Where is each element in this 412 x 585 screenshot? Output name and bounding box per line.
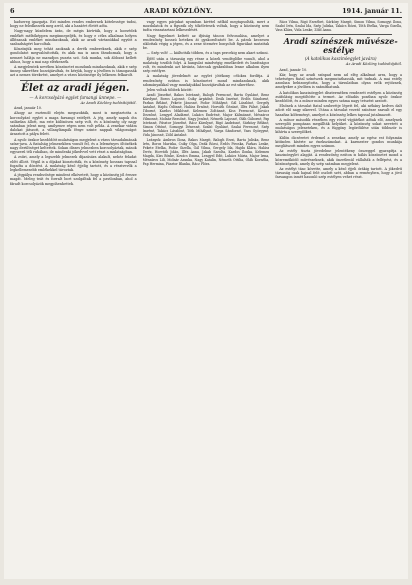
paragraph: A megjelentek nevében köszönetet mondunk mindazoknak, akik e szép ünnep sikeréhez hozzájárultak, és kérjük, hogy a jövőben is támogassák azt a nemes törekvést, amelyet a város közönsége ily lelkesen felkarolt. [10,65,137,78]
attendee-list: Leányok: Ambrus Ilona, Bakos Margit, Balogh Erzsi, Barta Juliska, Bene Irén, Boros Mariska, Csiky Olga, Deák Rózsi, Erdős Piroska, Farkas Lenke, Fekete Etelka, Fodor Gizella, Gál Vilma, Gergely Ida, Hajdu Klára, Halász Teréz, Horváth Jolán, Illés Anna, Jakab Sarolta, Kardos Ilonka, Kelemen Magda, Kiss Böske, Kovács Emma, Lengyel Edit, Lukács Mária, Major Irma, Mészáros Lili, Molnár Aranka, Nagy Katalin, Németh Ottilia, Oláh Kornélia, Pap Hermina, Pásztor Blanka, Rácz Flóra. [142,138,270,167]
paragraph: Köszönjük meg tehát azoknak a derék embereknek, akik e szép gondolatot megvalósították, és akik ma is azon fáradoznak, hogy a nemzet hálája ne maradjon puszta szó. Sok munka, sok áldozat kellett ahhoz, hogy a mai nap elérkezzék. [10,47,137,64]
page-number: 6 [10,7,15,15]
paragraph: Kár, hogy az aradi színpad nem ad elég alkalmat arra, hogy a tehetséges fiatal színészek megmutathassák, mit tudnak. A mai estély azonban bebizonyította, hogy a társulatban olyan erők rejtőznek, amelyekre a jövőben is számíthatunk. [275,72,403,90]
paragraph: Nagy figyelmet keltett az ifjúság táncos felvonulása, amelyet a rendezőség hosszú heteken át gyakoroltatott be. A párok kecsesen siklottak végig a jégen, és a zene ütemére bonyolult figurákat mutattak be. [142,33,270,51]
column-1 [10,20,137,575]
paragraph: A műsor második részében egy rövid vígjátékot adtak elő, amelynek szereplői pompásan megállták helyüket. A közönség sokat nevetett a mulatságos jeleneteken, és a függöny legördülése után többször is kihívta a szereplőket. [275,117,403,135]
attendee-list: Rácz Vilma, Rigó Erzsébet, Sárközy Margit, Simon Vilma, Somogyi Ilona, Szabó Irén, Szalai Ida, Szép Juliska, Takács Rózsi, Tóth Etelka, Varga Gizella, Vass Klára, Vida Lenke, Zöld Anna. [275,20,403,32]
paragraph: Jelen voltak többek között: [146,88,193,93]
article-headline: Élet az aradi jégen. [21,82,130,94]
article-byline: Az Aradi Közlöny tudósítójától. [345,62,403,66]
paragraph: hadsereg igazgatja. Ezt minden rendes embernek kötelessége tudni, hogy ne feledkezzék meg arról, aki a hazáért életét adta. [10,20,137,29]
paragraph: A jégpálya rendezősége mindent elkövetett, hogy a közönség jól érezze magát. Meleg teát és forralt bort szolgáltak fel a pavilonban, ahol a fáradt korcsolyázók megpihenhettek. [10,173,137,186]
attendee-list: Aradi Józsefné, Bakos Istvánné, Balogh Ferencné, Barta Gyuláné, Bene Károlyné, Boros Lajosné, Csiky Árpádné, Deák Imréné, Erdős Sándorné, Farkas Béláné, Fekete Jánosné, Fodor Mihályné, Gál Lászlóné, Gergely Antalné, Hajdu Ödönné, Halász Ernőné, Horváth Gézáné, Illés Pálné, Jakab Tiborné, Kardos Miklósné, Kelemen Zoltánné, Kiss Ferencné, Kovács Dezsőné, Lengyel Aladárné, Lukács Endréné, Major Kálmánné, Mészáros Vilmosné, Molnár Rezsőné, Nagy Jenőné, Németh Lajosné, Oláh Gáborné, Pap Istvánné, Pásztor Józsefné, Rácz Károlyné, Rigó Andrásné, Sárközy Béláné, Simon Ottóné, Somogyi Dénesné, Szabó Gyuláné, Szalai Ferencné, Szép Imréné, Takács Lászlóné, Tóth Mihályné, Varga Sándorné, Vass Györgyné, Vida Jánosné, Zöld Antalné. [142,93,270,138]
paragraph: Éjfél után a társaság egy része a közeli vendéglőbe vonult, ahol a mulatság tovább folyt. A hangulat mindvégig emelkedett és barátságos volt, és mindenki azt kívánta, bárcsak gyakrabban lenne alkalom ilyen szép estélyre. [142,56,270,74]
paragraph: vagy egyes párjukat nyomban kivétel nélkül megtapsolták, mert a mozdulatok és a figurák oly tökéletesek voltak, hogy a közönség nem tudta visszatartani lelkesedését. [142,20,270,33]
column-2 [143,20,270,575]
paragraph: Az estély tiszta jövedelme jelentékeny összeggel gyarapítja a kaszinóegylet alapját. A rendezőség ezúton is hálás köszönetet mond a közreműködő művészeknek, akik önzetlenül vállalták a fellépést, és a közönségnek, amely ily szép számban megjelent. [275,149,403,166]
header-rule [10,17,402,18]
issue-date: 1914. január 11. [342,7,402,15]
masthead: ARADI KÖZLÖNY. [143,7,213,15]
paragraph: A katolikus kaszinóegylet dísztermében rendezett estélyen a közönség zsúfolásig megtöltötte a termet. Az előadás pontban nyolc órakor kezdődött, és a műsor minden egyes száma nagy tetszést aratott. [275,90,403,103]
article-byline: Az Aradi Közlöny tudósítójától. [80,100,137,105]
paragraph: Ahogy az esztendő elején megszokták, most is megtartotta a korcsolyázó egylet a maga farsangi estélyét. A jég, amely napok óta szilárdan állott, ma este különösen szép volt, és a közönség oly nagy számban jelent meg, amilyenre régen nem volt példa. A zenekar vidám dalokat játszott, a villanylámpák fénye szinte nappali világosságot árasztott a pálya felett. [10,111,137,137]
dateline: Arad, január 10. [14,106,42,111]
article-subhead: (A katolikus kaszinóegylet javára) [304,56,377,61]
article-headline: Aradi színészek művésze-estélye [283,36,398,55]
paragraph: — Szép volt! — kiáltották többen, és a taps percekig nem akart szűnni. [146,51,269,56]
paragraph: A nyolc órakor kezdődött mulatságon megjelent a város társadalmának színe-java. A fiatalság jelmezekben vonult fel, és a leleményes öltözékek nagy derültséget keltettek. Sokan díszes jelmezben korcsolyáztak, mások egyszerű téli ruhában, de mindenki jókedvvel vett részt a mulatságban. [10,137,137,155]
newspaper-page [4,3,408,579]
paragraph: Külön dicséretet érdemel a zenekar, amely az egész est folyamán kitűnően kísérte az énekszámokat. A karmester gondos munkája meglátszott minden egyes számon. [275,135,403,148]
paragraph: A mulatság jövedelmét az egylet jótékony célokra fordítja. A rendezőség ezúton is köszönetet mond mindazoknak, akik adományaikkal vagy munkájukkal hozzájárultak az est sikeréhez. [142,74,270,87]
paragraph: Az estélyt tánc követte, amely a késő éjjeli órákig tartott. A jókedvű társaság csak hajnal felé oszlott szét, abban a reményben, hogy a jövő farsangon ismét hasonló szép estélyen vehet részt. [275,166,403,180]
section-divider [20,80,127,81]
column-3 [275,20,402,575]
dateline: Arad, január 10. [279,67,308,72]
columns [10,20,402,575]
section-divider [285,34,392,35]
paragraph: Elsőnek a társulat fiatal szubrettje lépett fel, aki néhány kedves dalt adott elő nagy sikerrel. Utána a társulat vezető színésze szavalt el egy hazafias költeményt, amelyet a közönség lelkes tapssal jutalmazott. [275,104,403,117]
paragraph: A zsűri, amely a legszebb jelmezek díjazására alakult, nehéz feladat előtt állott. Végül is a díjakat kiosztották, és a közönség hosszas tapssal fogadta a döntést. A mulatság késő éjjelig tartott, és a résztvevők a legkellemesebb emlékekkel távoztak. [10,155,137,172]
page-header [10,6,402,16]
paragraph: Nagy-nagy küzdelem árán, de mégis kivívták, hogy a honvédek emlékét méltóképpen megünnepeljék, és hogy e célra alkalmas helyen állítsanak emléket mindazoknak, akik az aradi vártanúkkal együtt a szabadságért harcoltak. [10,29,137,47]
article-subhead: — A korcsolyázó egylet farsangi ünnepe. — [29,94,122,100]
